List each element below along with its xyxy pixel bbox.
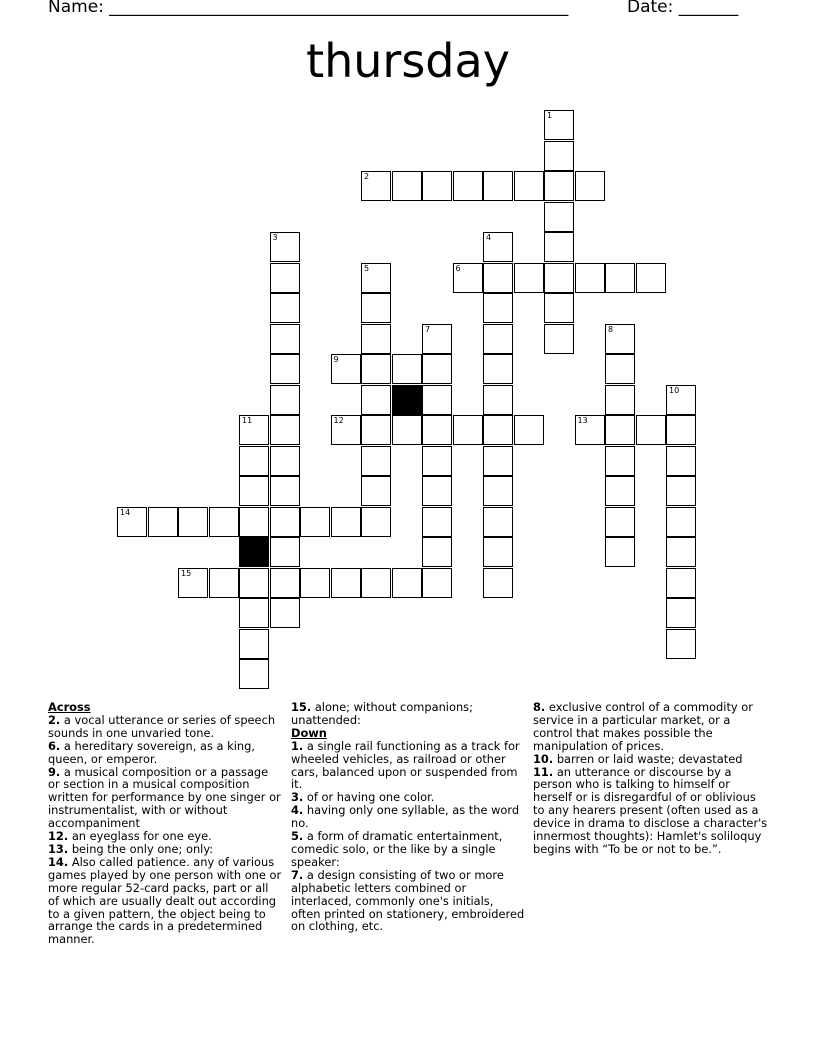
- crossword-cell[interactable]: [239, 629, 269, 659]
- crossword-cell[interactable]: [636, 415, 666, 445]
- cell-number: 7: [425, 324, 431, 334]
- crossword-cell[interactable]: [270, 476, 300, 506]
- clue-number: 12.: [48, 829, 69, 844]
- cell-number: 6: [455, 263, 461, 273]
- crossword-cell[interactable]: [453, 415, 483, 445]
- crossword-cell[interactable]: [483, 263, 513, 293]
- crossword-cell[interactable]: [575, 415, 605, 445]
- clue-down-4: [291, 804, 526, 830]
- crossword-cell[interactable]: [483, 568, 513, 598]
- across-heading: Across: [48, 700, 91, 714]
- crossword-cell[interactable]: [483, 446, 513, 476]
- clue-down-1: [291, 740, 526, 792]
- crossword-cell[interactable]: [239, 476, 269, 506]
- crossword-cell[interactable]: [666, 446, 696, 476]
- crossword-cell[interactable]: [483, 354, 513, 384]
- crossword-cell[interactable]: [575, 263, 605, 293]
- clue-text: Also called patience. any of various games played by one person with one or more regular 52-card packs, part or all of which are usually dealt out according to a given pattern, the object being to arrange the cards in a predetermined manner.: [48, 854, 282, 947]
- cell-number: 15: [181, 568, 192, 578]
- crossword-cell[interactable]: [148, 507, 178, 537]
- crossword-cell[interactable]: [483, 232, 513, 262]
- crossword-cell[interactable]: [483, 385, 513, 415]
- crossword-cell[interactable]: [483, 537, 513, 567]
- crossword-cell[interactable]: [422, 446, 452, 476]
- black-square: [239, 537, 269, 567]
- clue-across-9: [48, 766, 283, 831]
- crossword-cell[interactable]: [605, 324, 635, 354]
- crossword-cell[interactable]: [239, 446, 269, 476]
- crossword-cell[interactable]: [331, 354, 361, 384]
- crossword-cell[interactable]: [209, 568, 239, 598]
- clue-text: a hereditary sovereign, as a king, queen, or emperor.: [48, 738, 255, 766]
- crossword-cell[interactable]: [422, 171, 452, 201]
- crossword-cell[interactable]: [270, 324, 300, 354]
- crossword-cell[interactable]: [361, 354, 391, 384]
- crossword-cell[interactable]: [605, 476, 635, 506]
- cell-number: 14: [120, 507, 131, 517]
- crossword-cell[interactable]: [300, 507, 330, 537]
- crossword-cell[interactable]: [270, 415, 300, 445]
- crossword-cell[interactable]: [270, 354, 300, 384]
- clue-number: 2.: [48, 712, 61, 727]
- crossword-cell[interactable]: [392, 171, 422, 201]
- crossword-cell[interactable]: [483, 507, 513, 537]
- clue-down-5: [291, 830, 526, 869]
- clues-column-1: [48, 701, 283, 946]
- clue-number: 13.: [48, 841, 69, 856]
- crossword-cell[interactable]: [605, 263, 635, 293]
- crossword-cell[interactable]: [483, 293, 513, 323]
- crossword-cell[interactable]: [605, 537, 635, 567]
- crossword-cell[interactable]: [361, 324, 391, 354]
- black-square: [392, 385, 422, 415]
- crossword-cell[interactable]: [361, 171, 391, 201]
- crossword-cell[interactable]: [666, 476, 696, 506]
- clue-text: a design consisting of two or more alphabetic letters combined or interlaced, commonly one's initials, often printed on stationery, embroidered on clothing, etc.: [291, 867, 525, 934]
- crossword-cell[interactable]: [331, 415, 361, 445]
- clue-across-15: [291, 701, 526, 727]
- clue-number: 9.: [48, 764, 61, 779]
- crossword-cell[interactable]: [422, 507, 452, 537]
- crossword-cell[interactable]: [666, 385, 696, 415]
- crossword-cell[interactable]: [514, 415, 544, 445]
- crossword-cell[interactable]: [270, 598, 300, 628]
- crossword-cell[interactable]: [575, 171, 605, 201]
- crossword-cell[interactable]: [361, 446, 391, 476]
- cell-number: 10: [669, 385, 680, 395]
- crossword-cell[interactable]: [239, 659, 269, 689]
- crossword-cell[interactable]: [483, 324, 513, 354]
- clue-text: exclusive control of a commodity or service in a particular market, or a control that makes possible the manipulation of prices.: [533, 700, 753, 753]
- crossword-cell[interactable]: [544, 293, 574, 323]
- clue-number: 7.: [291, 867, 304, 882]
- clue-number: 3.: [291, 790, 304, 805]
- crossword-cell[interactable]: [544, 110, 574, 140]
- clue-across-2: [48, 714, 283, 740]
- crossword-cell[interactable]: [605, 507, 635, 537]
- crossword-cell[interactable]: [270, 568, 300, 598]
- crossword-cell[interactable]: [666, 629, 696, 659]
- crossword-cell[interactable]: [453, 171, 483, 201]
- clue-number: 10.: [533, 751, 554, 766]
- crossword-cell[interactable]: [270, 507, 300, 537]
- clue-down-8: [533, 701, 769, 753]
- clue-text: barren or laid waste; devastated: [556, 751, 743, 766]
- crossword-cell[interactable]: [666, 568, 696, 598]
- cell-number: 8: [608, 324, 614, 334]
- crossword-cell[interactable]: [270, 537, 300, 567]
- crossword-cell[interactable]: [422, 415, 452, 445]
- clue-text: a form of dramatic entertainment, comedic solo, or the like by a single speaker:: [291, 829, 503, 869]
- cell-number: 4: [486, 233, 492, 242]
- crossword-cell[interactable]: [453, 263, 483, 293]
- crossword-cell[interactable]: [178, 568, 208, 598]
- crossword-cell[interactable]: [605, 415, 635, 445]
- clue-number: 4.: [291, 803, 304, 818]
- clue-text: a musical composition or a passage or section in a musical composition written for performance by one singer or instrumentalist, with or without accompaniment: [48, 764, 281, 831]
- crossword-cell[interactable]: [636, 263, 666, 293]
- crossword-cell[interactable]: [483, 415, 513, 445]
- down-heading: Down: [291, 725, 327, 740]
- cell-number: 9: [333, 355, 339, 364]
- clue-text: alone; without companions; unattended:: [291, 700, 473, 727]
- cell-number: 5: [364, 263, 370, 273]
- crossword-cell[interactable]: [666, 507, 696, 537]
- crossword-cell[interactable]: [361, 507, 391, 537]
- cell-number: 1: [547, 111, 553, 120]
- clue-number: 14.: [48, 854, 69, 869]
- clue-text: having only one syllable, as the word no.: [291, 803, 520, 831]
- crossword-cell[interactable]: [239, 507, 269, 537]
- crossword-cell[interactable]: [300, 568, 330, 598]
- crossword-cell[interactable]: [270, 446, 300, 476]
- crossword-cell[interactable]: [422, 537, 452, 567]
- crossword-cell[interactable]: [239, 415, 269, 445]
- crossword-cell[interactable]: [666, 598, 696, 628]
- cell-number: 12: [333, 416, 344, 425]
- page-title: thursday: [306, 34, 510, 88]
- crossword-cell[interactable]: [514, 171, 544, 201]
- crossword-cell[interactable]: [392, 354, 422, 384]
- crossword-cell[interactable]: [331, 507, 361, 537]
- crossword-cell[interactable]: [666, 537, 696, 567]
- crossword-cell[interactable]: [361, 293, 391, 323]
- crossword-cell[interactable]: [270, 232, 300, 262]
- crossword-cell[interactable]: [422, 385, 452, 415]
- crossword-cell[interactable]: [361, 568, 391, 598]
- clue-across-6: [48, 740, 283, 766]
- clue-number: 5.: [291, 829, 304, 844]
- crossword-cell[interactable]: [666, 415, 696, 445]
- crossword-cell[interactable]: [117, 507, 147, 537]
- crossword-cell[interactable]: [361, 415, 391, 445]
- clues-column-3: [533, 701, 769, 856]
- clue-number: 1.: [291, 738, 304, 753]
- crossword-cell[interactable]: [544, 141, 574, 171]
- clue-text: of or having one color.: [306, 790, 435, 805]
- crossword-cell[interactable]: [392, 415, 422, 445]
- crossword-cell[interactable]: [392, 568, 422, 598]
- crossword-cell[interactable]: [544, 324, 574, 354]
- clue-text: an utterance or discourse by a person who is talking to himself or herself or is disregardful of or oblivious to any hearers present (often used as a device in drama to disclose a character's innermost thoughts): Hamlet's soliloquy begins with “To be or not to be.”.: [533, 764, 768, 856]
- cell-number: 13: [577, 416, 588, 425]
- crossword-cell[interactable]: [270, 293, 300, 323]
- clue-text: being the only one; only:: [71, 841, 214, 856]
- crossword-cell[interactable]: [361, 385, 391, 415]
- crossword-cell[interactable]: [239, 598, 269, 628]
- cell-number: 3: [272, 233, 278, 242]
- crossword-cell[interactable]: [331, 568, 361, 598]
- crossword-cell[interactable]: [209, 507, 239, 537]
- date-label: Date: _______: [627, 0, 739, 17]
- crossword-cell[interactable]: [544, 263, 574, 293]
- crossword-cell[interactable]: [544, 171, 574, 201]
- crossword-cell[interactable]: [544, 232, 574, 262]
- crossword-cell[interactable]: [361, 476, 391, 506]
- crossword-cell[interactable]: [178, 507, 208, 537]
- crossword-cell[interactable]: [605, 385, 635, 415]
- crossword-cell[interactable]: [514, 263, 544, 293]
- clue-number: 6.: [48, 738, 61, 753]
- clue-number: 11.: [533, 764, 554, 779]
- clue-number: 8.: [533, 700, 546, 714]
- crossword-cell[interactable]: [544, 202, 574, 232]
- clue-down-11: [533, 766, 769, 856]
- crossword-cell[interactable]: [270, 263, 300, 293]
- clues-column-2: [291, 701, 526, 933]
- clue-down-7: [291, 869, 526, 934]
- crossword-cell[interactable]: [361, 263, 391, 293]
- name-label: Name: ______________________________________________________: [48, 0, 569, 17]
- cell-number: 11: [242, 416, 253, 425]
- clue-text: a vocal utterance or series of speech sounds in one unvaried tone.: [48, 712, 276, 740]
- crossword-cell[interactable]: [239, 568, 269, 598]
- crossword-cell[interactable]: [422, 476, 452, 506]
- crossword-cell[interactable]: [605, 446, 635, 476]
- clue-across-14: [48, 856, 283, 946]
- crossword-cell[interactable]: [422, 354, 452, 384]
- crossword-cell[interactable]: [483, 476, 513, 506]
- crossword-cell[interactable]: [422, 324, 452, 354]
- cell-number: 2: [364, 172, 370, 181]
- crossword-cell[interactable]: [605, 354, 635, 384]
- clue-number: 15.: [291, 700, 312, 714]
- crossword-cell[interactable]: [422, 568, 452, 598]
- clue-text: an eyeglass for one eye.: [71, 829, 212, 844]
- crossword-cell[interactable]: [483, 171, 513, 201]
- clue-text: a single rail functioning as a track for wheeled vehicles, as railroad or other cars, balanced upon or suspended from it.: [291, 738, 520, 792]
- crossword-cell[interactable]: [270, 385, 300, 415]
